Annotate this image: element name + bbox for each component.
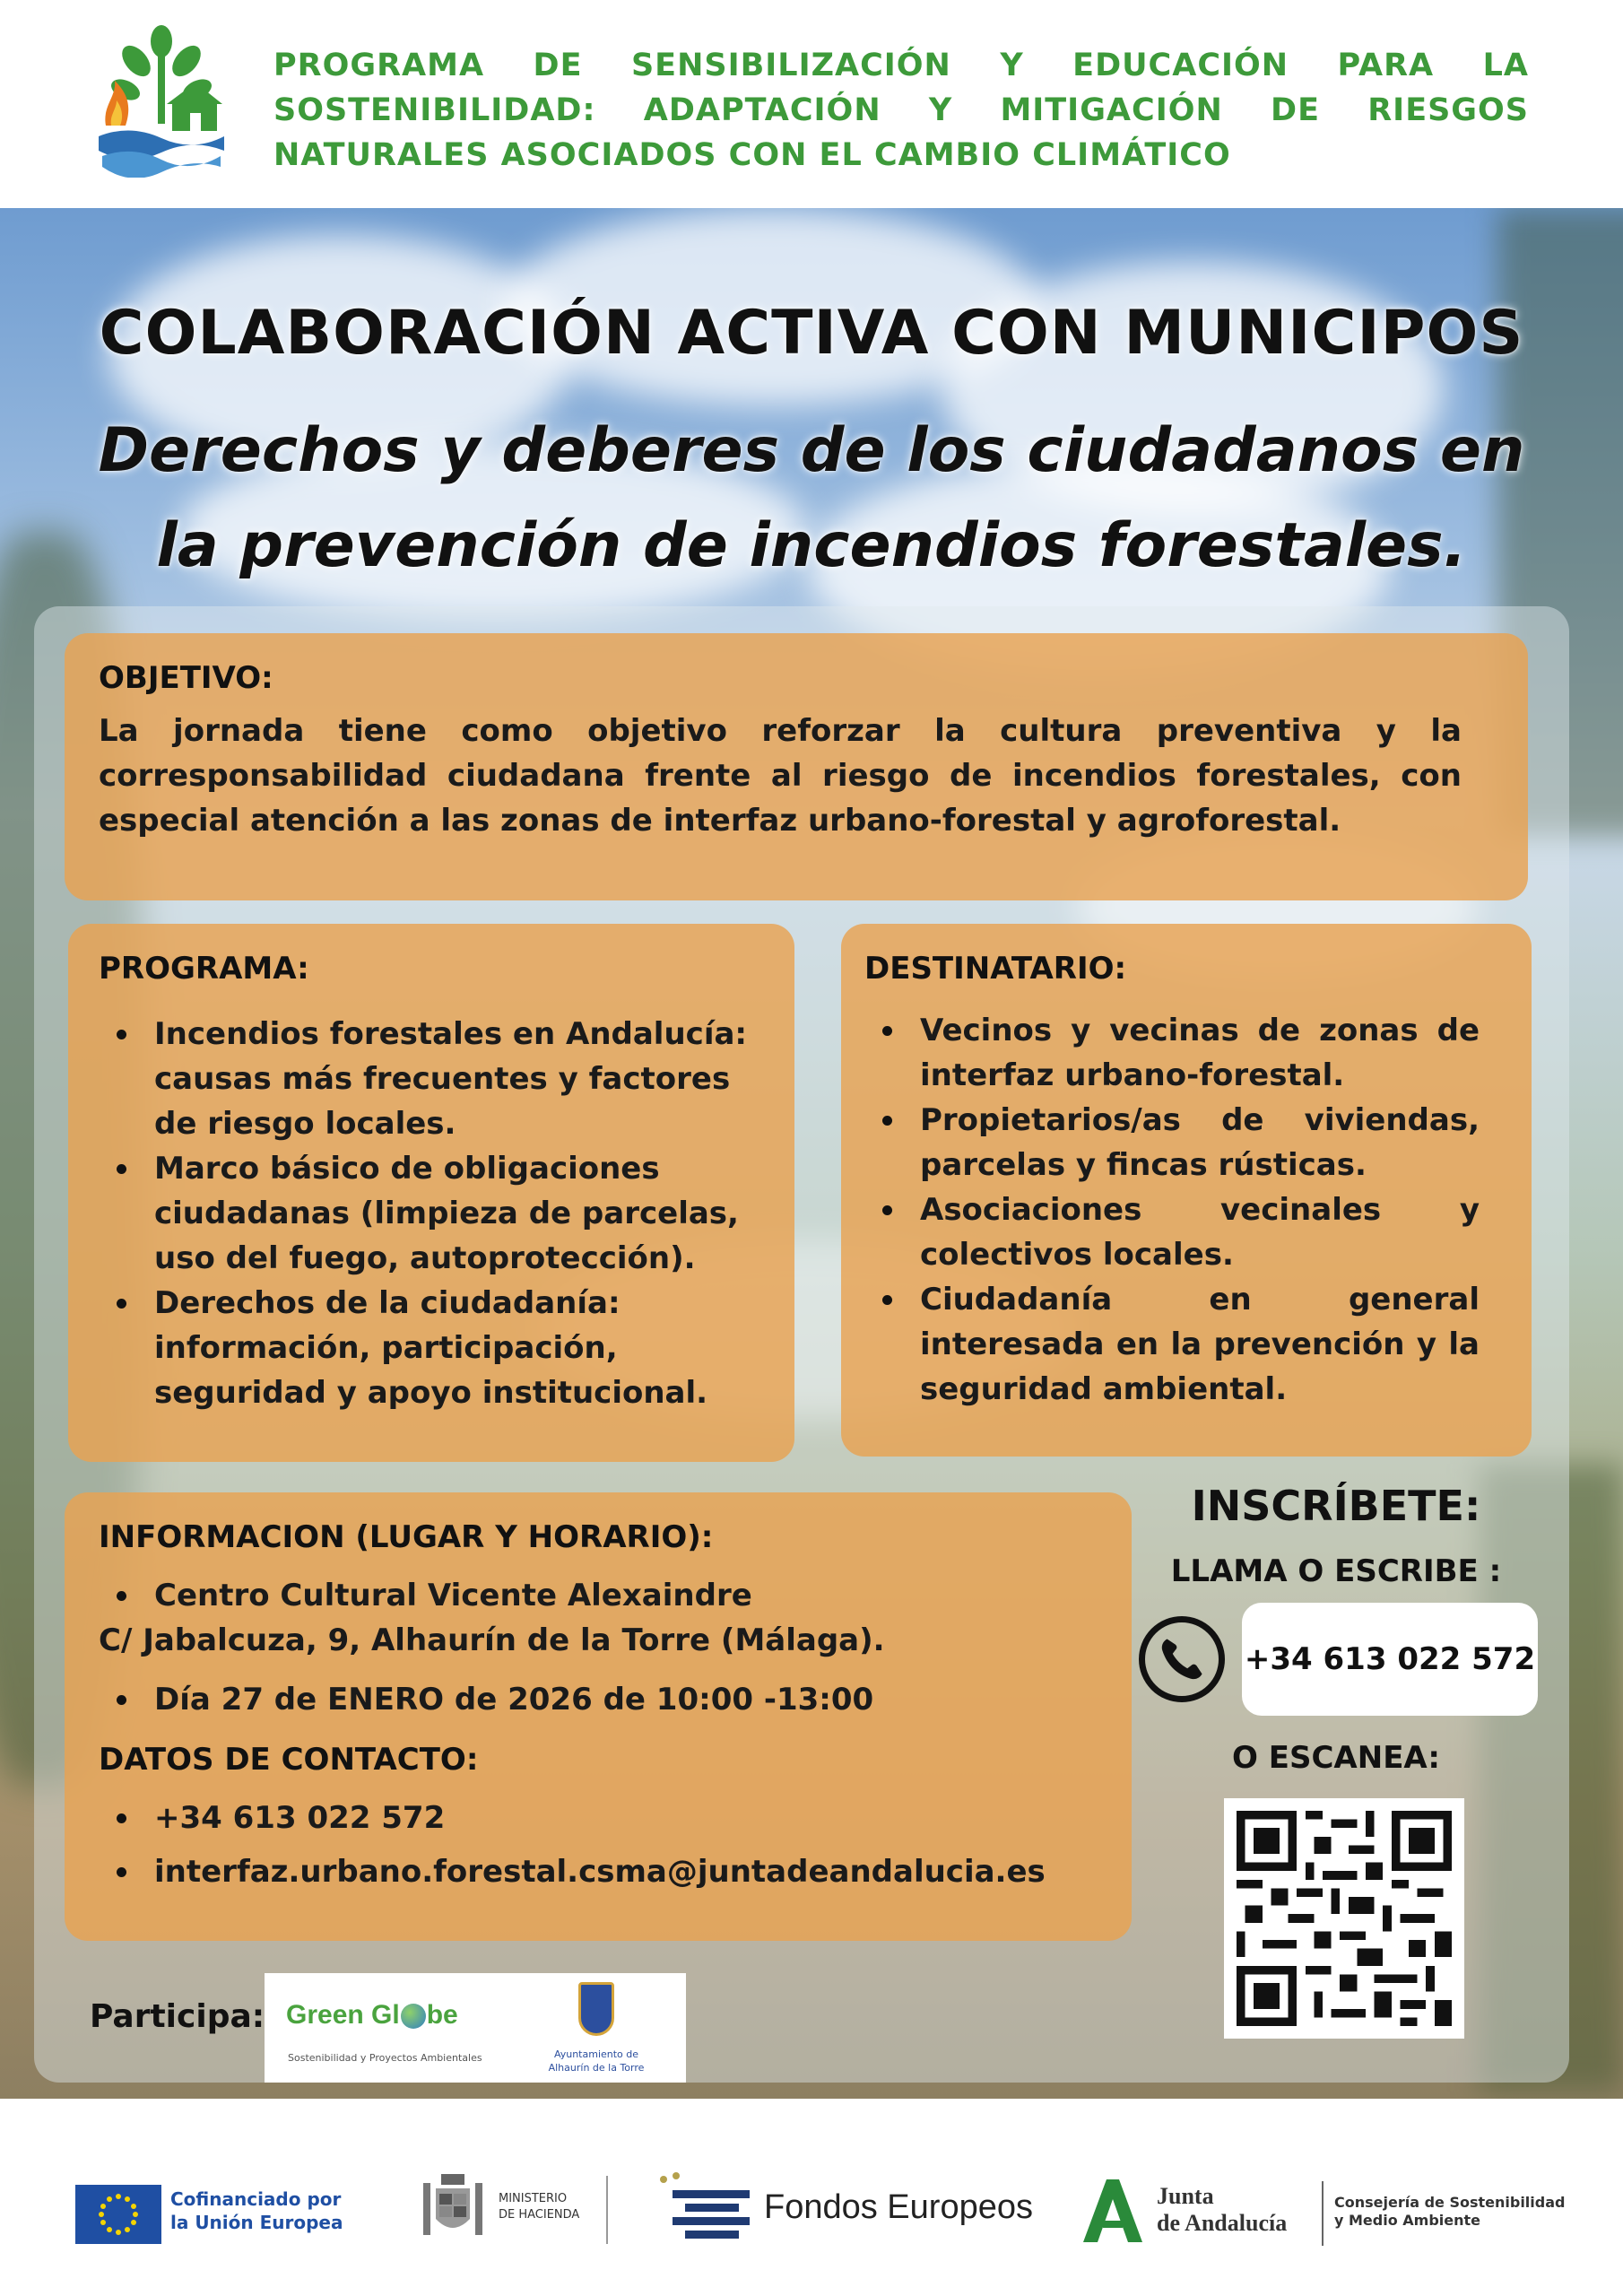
objetivo-box — [65, 633, 1528, 900]
spain-coat-of-arms-icon — [418, 2170, 488, 2246]
list-item: Incendios forestales en Andalucía: causas más frecuentes y factores de riesgo locales. — [99, 1012, 768, 1146]
fondos-europeos-icon — [655, 2172, 753, 2244]
destinatario-title: DESTINATARIO: — [864, 951, 1127, 987]
divider — [606, 2176, 608, 2244]
globe-icon — [401, 2004, 426, 2029]
venue-address: C/ Jabalcuza, 9, Alhaurín de la Torre (Málaga). — [99, 1622, 885, 1658]
tree-house-fire-water-logo — [99, 25, 224, 178]
subtitle: Derechos y deberes de los ciudadanos en la prevención de incendios forestales. — [98, 415, 1525, 581]
eu-flag-icon — [75, 2185, 161, 2244]
green-globe-logo — [286, 2000, 458, 2031]
contact-phone[interactable]: +34 613 022 572 — [99, 1796, 1114, 1840]
qr-code[interactable] — [1224, 1798, 1464, 2039]
phone-icon[interactable] — [1139, 1616, 1225, 1702]
consejeria-line1: Consejería de Sostenibilidad — [1334, 2194, 1566, 2211]
green-globe-text-b: be — [426, 2000, 458, 2030]
green-globe-text-a: Green Gl — [286, 2000, 400, 2030]
ayuntamiento-shield-icon — [578, 1982, 614, 2036]
list-item: Derechos de la ciudadanía: información, participación, seguridad y apoyo institucional. — [99, 1281, 768, 1415]
destinatario-box — [841, 924, 1532, 1457]
programa-title: PROGRAMA: — [99, 951, 309, 987]
list-item: Asociaciones vecinales y colectivos locales. — [864, 1187, 1480, 1277]
programa-list — [99, 1012, 768, 1415]
junta-andalucia-icon — [1083, 2179, 1142, 2242]
ministerio-line1: MINISTERIO — [499, 2192, 568, 2205]
eu-cofinanced-line1: Cofinanciado por — [170, 2188, 342, 2210]
ministerio-line2: DE HACIENDA — [499, 2208, 580, 2222]
junta-line1: Junta — [1157, 2183, 1214, 2209]
junta-line2: de Andalucía — [1157, 2210, 1288, 2236]
ayuntamiento-line1: Ayuntamiento de — [553, 2048, 639, 2060]
phone-number-button[interactable]: +34 613 022 572 — [1242, 1603, 1538, 1716]
list-item: Ciudadanía en general interesada en la prevención y la seguridad ambiental. — [864, 1277, 1480, 1412]
venue-list — [99, 1573, 1114, 1618]
scan-label: O ESCANEA: — [1232, 1740, 1440, 1776]
programa-box — [68, 924, 794, 1462]
objetivo-title: OBJETIVO: — [99, 660, 273, 696]
contact-title: DATOS DE CONTACTO: — [99, 1742, 479, 1778]
main-title: COLABORACIÓN ACTIVA CON MUNICIPOS — [99, 298, 1524, 369]
inscribete-title: INSCRÍBETE: — [1191, 1482, 1481, 1530]
list-item: Marco básico de obligaciones ciudadanas (limpieza de parcelas, uso del fuego, autoprotección). — [99, 1146, 768, 1281]
destinatario-list — [864, 1008, 1480, 1412]
hero-section — [0, 208, 1623, 2099]
green-globe-tagline: Sostenibilidad y Proyectos Ambientales — [288, 2052, 482, 2064]
fondos-europeos-label: Fondos Europeos — [764, 2188, 1033, 2226]
eu-cofinanced-line2: la Unión Europea — [170, 2212, 343, 2233]
contact-list — [99, 1796, 1114, 1894]
list-item: Vecinos y vecinas de zonas de interfaz urbano-forestal. — [864, 1008, 1480, 1098]
partners-logos — [265, 1973, 686, 2083]
objetivo-text: La jornada tiene como objetivo reforzar la cultura preventiva y la corresponsabilidad ciudadana frente al riesgo de incendios forestales, con especial atención a las zonas de interfaz urbano-forestal y agroforestal. — [99, 713, 1462, 839]
venue-name: Centro Cultural Vicente Alexaindre — [99, 1573, 1114, 1618]
header — [0, 0, 1623, 208]
ayuntamiento-line2: Alhaurín de la Torre — [548, 2062, 645, 2074]
informacion-box — [65, 1492, 1132, 1941]
program-title: PROGRAMA DE SENSIBILIZACIÓN Y EDUCACIÓN PARA LA SOSTENIBILIDAD: ADAPTACIÓN Y MITIGACIÓN DE RIESGOS NATURALES ASOCIADOS CON EL CAMBIO CLIMÁTICO — [273, 48, 1529, 173]
footer-logos — [0, 2099, 1623, 2296]
list-item: Propietarios/as de viviendas, parcelas y fincas rústicas. — [864, 1098, 1480, 1187]
event-date: Día 27 de ENERO de 2026 de 10:00 -13:00 — [99, 1677, 1114, 1722]
participa-label: Participa: — [90, 1998, 265, 2035]
date-list — [99, 1677, 1114, 1722]
divider — [1322, 2181, 1324, 2246]
consejeria-line2: y Medio Ambiente — [1334, 2212, 1481, 2229]
informacion-title: INFORMACION (LUGAR Y HORARIO): — [99, 1519, 714, 1555]
contact-email[interactable]: interfaz.urbano.forestal.csma@juntadeandalucia.es — [99, 1849, 1114, 1894]
call-label: LLAMA O ESCRIBE : — [1170, 1553, 1502, 1589]
